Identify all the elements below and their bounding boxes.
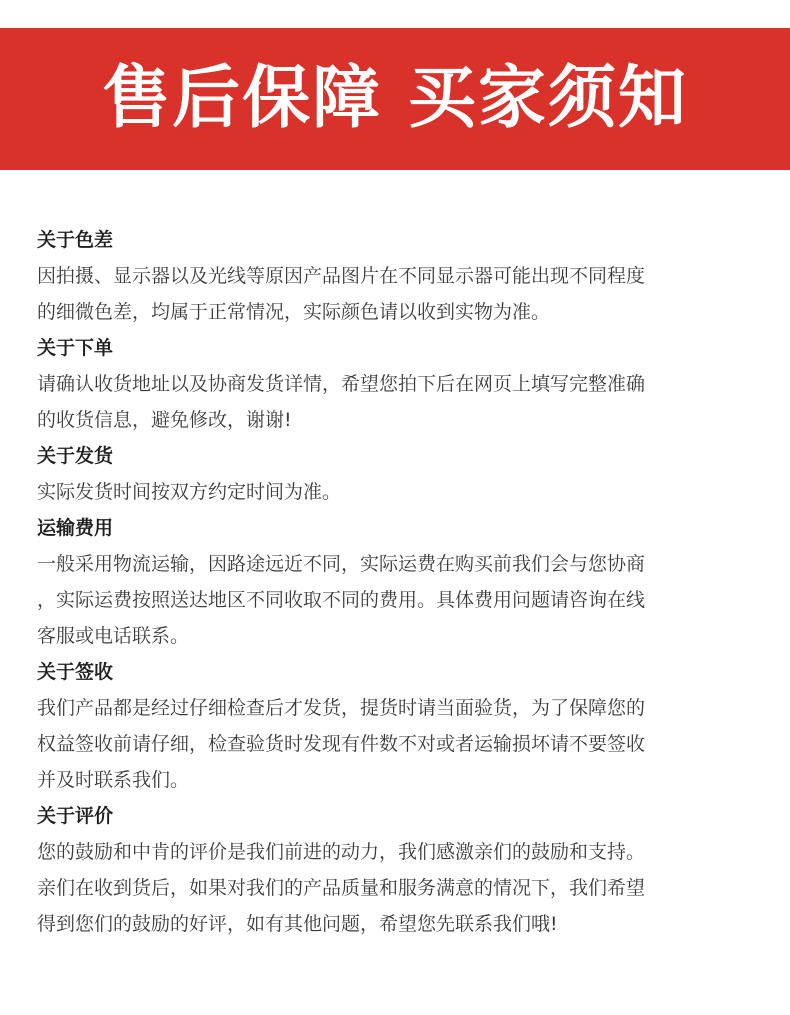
section-color-difference [37, 222, 757, 330]
section-text-line: 您的鼓励和中肯的评价是我们前进的动力，我们感激亲们的鼓励和支持。 [37, 841, 646, 863]
header-banner [0, 28, 790, 170]
section-text-line: 实际发货时间按双方约定时间为准。 [37, 481, 342, 503]
section-text-line: 亲们在收到货后，如果对我们的产品质量和服务满意的情况下，我们希望 [37, 877, 646, 899]
section-heading: 关于色差 [37, 229, 114, 251]
section-heading: 运输费用 [37, 517, 114, 539]
section-receipt [37, 654, 757, 798]
section-ordering [37, 330, 757, 438]
section-text-line: 并及时联系我们。 [37, 769, 190, 791]
page-title: 售后保障 买家须知 [102, 59, 688, 138]
section-text-line: 得到您们的鼓励的好评，如有其他问题，希望您先联系我们哦! [37, 913, 558, 935]
section-text-line: 一般采用物流运输，因路途远近不同，实际运费在购买前我们会与您协商 [37, 553, 646, 575]
section-shipping-cost [37, 510, 757, 654]
section-text-line: 我们产品都是经过仔细检查后才发货，提货时请当面验货，为了保障您的 [37, 697, 646, 719]
notice-content [37, 222, 757, 942]
section-text-line: 的收货信息，避免修改，谢谢! [37, 409, 292, 431]
section-text-line: 客服或电话联系。 [37, 625, 190, 647]
section-text-line: ，实际运费按照送达地区不同收取不同的费用。具体费用问题请咨询在线 [37, 589, 646, 611]
section-shipping [37, 438, 757, 510]
section-review [37, 798, 757, 942]
section-heading: 关于下单 [37, 337, 114, 359]
section-text-line: 的细微色差，均属于正常情况，实际颜色请以收到实物为准。 [37, 301, 551, 323]
section-text-line: 因拍摄、显示器以及光线等原因产品图片在不同显示器可能出现不同程度 [37, 265, 646, 287]
section-heading: 关于发货 [37, 445, 114, 467]
section-text-line: 权益签收前请仔细，检查验货时发现有件数不对或者运输损坏请不要签收 [37, 733, 646, 755]
section-heading: 关于评价 [37, 805, 114, 827]
section-text-line: 请确认收货地址以及协商发货详情，希望您拍下后在网页上填写完整准确 [37, 373, 646, 395]
section-heading: 关于签收 [37, 661, 114, 683]
